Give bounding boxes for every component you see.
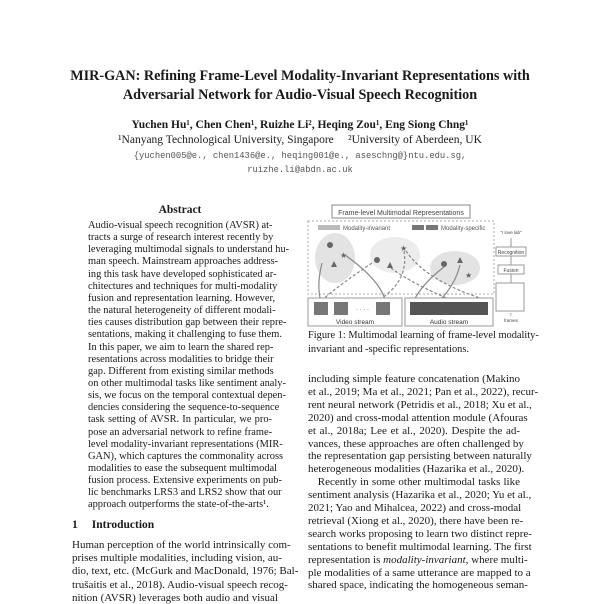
body-line: shared space, indicating the homogeneous seman- [308, 579, 528, 592]
fusion-label: Fusion [503, 268, 519, 274]
intro-line: nition (AVSR) leverages both audio and visual [72, 591, 278, 604]
abstract-line: pose an adversarial network to refine frame- [88, 426, 273, 438]
abstract-line: sentations, making it challenging to fuse them. [88, 329, 282, 341]
body-line: et al., 2018a; Lee et al., 2020). Despite the ad- [308, 424, 520, 437]
t-label: T [509, 312, 513, 317]
emails-line-1: {yuchen005@e., chen1436@e., heqing001@e., aseschng@}ntu.edu.sg, [133, 151, 467, 161]
body-line: ple modalities of a same utterance are mapped to a [308, 566, 531, 579]
abstract-line: tracts a surge of research interest recently by [88, 232, 274, 244]
legend-invariant-swatch [318, 225, 340, 230]
abstract-line: fusion process. Extensive experiments on pub- [88, 475, 282, 487]
svg-text:★: ★ [340, 251, 348, 260]
abstract-line: gap. Different from existing similar methods [88, 365, 274, 377]
legend-specific: Modality-specific [441, 226, 486, 232]
body-line: the representation gap persisting between naturally [308, 450, 532, 463]
abstract-line: chitectures and techniques for multi-modality [88, 280, 278, 292]
section-number: 1 [72, 519, 78, 531]
abstract-line: dencies considering the sequence-to-sequence [88, 402, 280, 414]
body-line: heterogeneous modalities (Hazarika et al., 2020). [308, 463, 525, 476]
abstract-line: fusion and representation learning. However, [88, 292, 276, 304]
frames-label: frames [504, 318, 518, 323]
authors: Yuchen Hu¹, Chen Chen¹, Ruizhe Li², Heqing Zou¹, Eng Siong Chng¹ [131, 119, 469, 131]
body-line: search works proposing to learn two distinct repre- [308, 527, 532, 540]
frame-grid [496, 283, 524, 311]
body-line: Recently in some other multimodal tasks like [308, 476, 520, 489]
figure-caption-line-1: Figure 1: Multimodal learning of frame-level modality- [308, 330, 539, 341]
paper-title-line-2: Adversarial Network for Audio-Visual Speech Recognition [122, 87, 478, 103]
figure-caption-line-2: invariant and -specific representations. [308, 344, 469, 355]
abstract-heading: Abstract [158, 204, 202, 216]
affiliations: ¹Nanyang Technological University, Singapore ²University of Aberdeen, UK [118, 134, 482, 146]
body-line: representation is modality-invariant, where multi- [308, 553, 528, 566]
intro-line: trušaitis et al., 2018). Audio-visual speech recog- [72, 578, 288, 591]
abstract-line: approach outperforms the state-of-the-arts¹. [88, 499, 269, 511]
abstract-line: task setting of AVSR. In particular, we pro- [88, 414, 272, 426]
abstract-line: lic benchmarks LRS3 and LRS2 show that our [88, 487, 282, 499]
svg-text:★: ★ [465, 271, 473, 280]
abstract-line: resentations across modalities to bridge their [88, 353, 274, 365]
audio-stream-label: Audio stream [429, 319, 469, 326]
abstract-line: Audio-visual speech recognition (AVSR) at- [88, 220, 273, 231]
section-heading-introduction [72, 519, 154, 531]
abstract-line: sis, we focus on the temporal contextual depen- [88, 390, 286, 402]
frames-ellipsis: · · · · [356, 307, 369, 313]
legend-specific-swatch [426, 225, 438, 230]
body-line: vances, these approaches are often challenged by [308, 437, 524, 450]
section-title: Introduction [91, 519, 155, 531]
intro-line: Human perception of the world intrinsically com- [72, 539, 291, 551]
output-text: "I love lab" [500, 230, 522, 235]
spectrogram [410, 302, 488, 315]
figure-1 [300, 203, 525, 328]
figure-header: Frame-level Multimodal Representations [338, 210, 464, 217]
body-line: 2021; Yao and Mihalcea, 2022) and cross-modal [308, 502, 522, 514]
body-line: et al., 2019; Ma et al., 2021; Pan et al., 2022), recur- [308, 385, 539, 398]
body-line: 2020) and cross-modal attention module (Afouras [308, 411, 528, 424]
abstract-line: level modality-invariant representations (MIR- [88, 438, 283, 450]
abstract-line: leveraging multimodal signals to understand hu- [88, 244, 290, 256]
abstract-line: man speech. Mainstream approaches address- [88, 256, 279, 268]
recognition-label: Recognition [497, 250, 525, 256]
cluster-shared [370, 237, 420, 273]
abstract-line: the natural heterogeneity of different modali- [88, 305, 276, 317]
body-line: including simple feature concatenation (Makino [308, 373, 520, 385]
abstract-line: In this paper, we aim to learn the shared rep- [88, 341, 274, 353]
body-line: sentiment analysis (Hazarika et al., 2020; Yu et al., [308, 489, 532, 502]
legend-invariant: Modality-invariant [343, 226, 391, 232]
abstract-line: ties causes distribution gap between their repre- [88, 317, 287, 329]
intro-line: prises multiple modalities, including vision, au- [72, 552, 282, 565]
body-line: rent neural network (Petridis et al., 2018; Xu et al., [308, 398, 532, 411]
body-line: retrieval (Xiong et al., 2020), there have been re- [308, 514, 524, 527]
video-stream-label: Video stream [335, 319, 375, 326]
svg-text:★: ★ [400, 244, 408, 253]
intro-line: dio, text, etc. (McGurk and MacDonald, 1976; Bal- [72, 565, 299, 578]
abstract-line: on other multimodal tasks like sentiment analy- [88, 377, 286, 389]
abstract-line: modalities to ease the subsequent multimodal [88, 463, 278, 474]
body-line: sentations to benefit multimodal learning. The first [308, 540, 532, 553]
paper-title-line-1: MIR-GAN: Refining Frame-Level Modality-Invariant Representations with [70, 68, 530, 84]
emails-line-2: ruizhe.li@abdn.ac.uk [247, 165, 353, 175]
abstract-line: GAN), which captures the commonality across [88, 450, 284, 462]
abstract-line: ing this task have developed sophisticated ar- [88, 268, 277, 280]
